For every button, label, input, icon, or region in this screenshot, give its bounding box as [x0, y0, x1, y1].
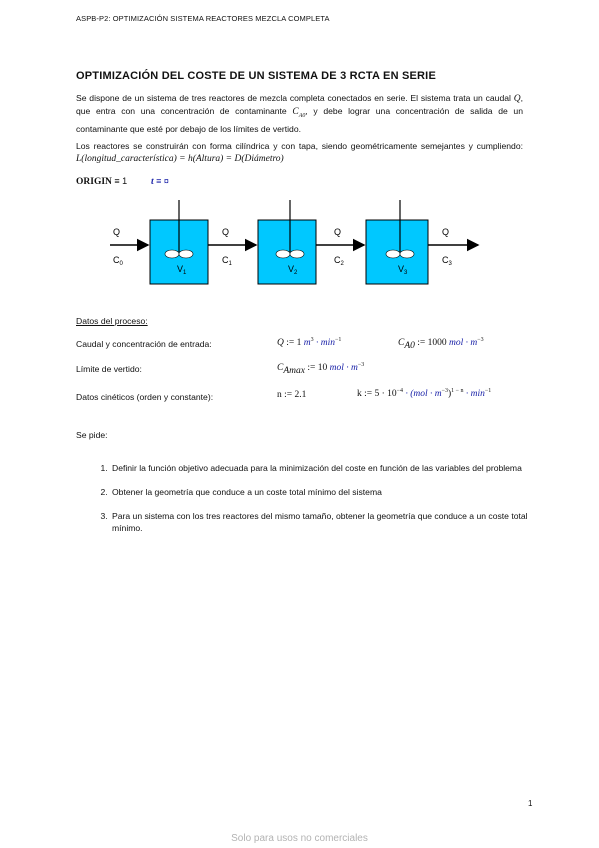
t-definition [151, 176, 169, 187]
caudal-equation: Q := 1 $m^3 \cdot \min^{-1}$ [277, 337, 342, 349]
intro-paragraph [76, 92, 523, 135]
page-title: OPTIMIZACIÓN DEL COSTE DE UN SISTEMA DE 3 RCTA EN SERIE [76, 70, 436, 82]
n-equation: n := 2.1 [277, 390, 307, 400]
se-pide-heading: Se pide: [76, 430, 108, 440]
reactor-3-impeller-left [386, 250, 400, 258]
t-symbol: t [151, 177, 154, 187]
task-list [76, 462, 530, 546]
reactor-3-impeller-right [400, 250, 414, 258]
conc-label-1: $C_1$ [222, 255, 232, 267]
intro-text-a: Se dispone de un sistema de tres reactores de mezcla completa conectados en serie. El sistema trata un caudal [76, 93, 514, 103]
task-item-1: 1. Definir la función objetivo adecuada para la minimización del coste en función de las variables del problema [110, 462, 530, 474]
conc-label-0: $C_0$ [113, 255, 123, 267]
flow-label-1: Q [222, 227, 230, 237]
origin-definition [76, 176, 127, 187]
geometry-text: Los reactores se construirán con forma cilíndrica y con tapa, siendo geométricamente semejantes y cumpliendo: [76, 141, 523, 151]
limite-label: Límite de vertido: [76, 364, 142, 374]
reactor-series-diagram [100, 195, 500, 295]
reactor-3-label: $V_3$ [398, 264, 408, 276]
flow-label-3: Q [442, 227, 450, 237]
reactor-1-impeller-right [179, 250, 193, 258]
var-ca0-letter: C [292, 107, 299, 118]
task-item-3: 3. Para un sistema con los tres reactores del mismo tamaño, obtener la geometría que conduce a un coste total mínimo. [110, 510, 530, 534]
intro-text-d: , y debe lograr una concentración de salida de un contaminante que esté por debajo de los límites de vertido. [76, 106, 523, 134]
reactor-1-label: $V_1$ [177, 264, 187, 276]
limite-equation: $C_{Amax}$ := 10 mol · $m^{-3}$ [277, 362, 365, 377]
reactor-1-impeller-left [165, 250, 179, 258]
conc-label-3: $C_3$ [442, 255, 452, 267]
page-number: 1 [528, 799, 533, 808]
task-item-2: 2. Obtener la geometría que conduce a un coste total mínimo del sistema [110, 486, 530, 498]
k-equation: k := $5 \cdot 10^{-4} \cdot (mol \cdot m^{-3})^{1 - n} \cdot \min^{-1}$ [357, 388, 492, 400]
conc-label-2: $C_2$ [334, 255, 344, 267]
intro-text-b: , que entra con una concentración de contaminante [76, 93, 523, 117]
origin-value: ≡ 1 [114, 176, 128, 186]
var-ca0-sub: A0 [298, 113, 306, 120]
geometry-paragraph [76, 140, 523, 166]
ca0-equation: $C_{A0}$ := 1000 mol · $m^{-3}$ [398, 337, 484, 352]
watermark-footer: Solo para usos no comerciales [231, 833, 368, 844]
reactor-2-label: $V_2$ [288, 264, 298, 276]
cineticos-label: Datos cinéticos (orden y constante): [76, 392, 214, 402]
t-value: ≡ ¤ [156, 176, 169, 186]
var-q: Q [513, 94, 521, 104]
flow-label-2: Q [334, 227, 342, 237]
reactor-2-impeller-left [276, 250, 290, 258]
caudal-label: Caudal y concentración de entrada: [76, 339, 212, 349]
var-ca0 [292, 107, 306, 120]
running-header: ASPB-P2: OPTIMIZACIÓN SISTEMA REACTORES MEZCLA COMPLETA [76, 14, 330, 23]
origin-label: ORIGIN [76, 177, 112, 187]
section-datos-proceso: Datos del proceso: [76, 316, 148, 326]
flow-label-0: Q [113, 227, 121, 237]
reactor-2-impeller-right [290, 250, 304, 258]
geometry-formula: L(longitud_característica) = h(Altura) = D(Diámetro) [76, 154, 284, 165]
